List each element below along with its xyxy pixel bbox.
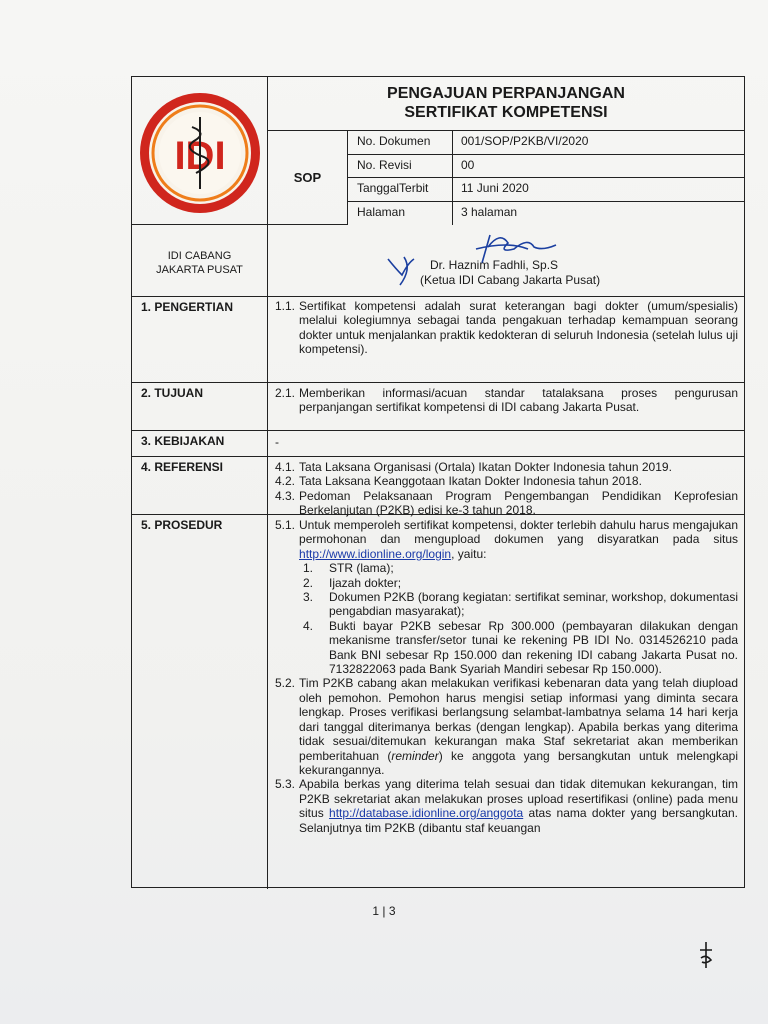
idionline-login-link[interactable]: http://www.idionline.org/login (299, 546, 452, 561)
list-item (303, 561, 738, 575)
section-label: 3. KEBIJAKAN (132, 431, 268, 456)
logo-cell (132, 77, 268, 225)
sop-table (131, 76, 745, 888)
paragraph (275, 299, 738, 357)
section-label: 4. REFERENSI (132, 457, 268, 514)
meta-key: TanggalTerbit (348, 178, 453, 201)
org-line-2: JAKARTA PUSAT (156, 264, 243, 276)
idi-logo (132, 77, 268, 225)
section-prosedur (132, 515, 744, 889)
paragraph (275, 777, 738, 835)
paragraph-part: , yaitu: (451, 546, 487, 561)
section-body: - (275, 435, 279, 449)
paragraph (275, 386, 738, 415)
sop-label: SOP (268, 131, 348, 225)
section-label: 1. PENGERTIAN (132, 297, 268, 382)
paragraph-part: Tim P2KB cabang akan melakukan verifikasi kebenaran data yang telah diupload oleh pemohon. Pemohon harus mengisi setiap informasi yang diminta secara lengkap. Proses verifikasi berlangsung selambat-lambatnya selama 14 hari kerja dari tanggal diterimanya berkas (dengan lengkap). Apabila berkas yang diterima tidak sesuai/ditemukan kekurangan maka Staf sekretariat akan memberikan pemberitahuan ( (299, 676, 738, 763)
section-body (268, 383, 744, 430)
list-text: Bukti bayar P2KB sebesar Rp 300.000 (pembayaran dilakukan dengan mekanisme transfer/setor tunai ke rekening PB IDI No. 0314526210 pada Bank BNI sebesar Rp 150.000 dan rekening IDI cabang Jakarta Pusat no. 7132822063 pada Bank Syariah Mandiri sebesar Rp 150.000). (329, 618, 738, 677)
list-number: 2. (303, 575, 314, 590)
reference-text: Tata Laksana Organisasi (Ortala) Ikatan Dokter Indonesia tahun 2019. (299, 460, 672, 474)
list-item (303, 576, 738, 590)
logo-text: IDI (174, 134, 226, 178)
title-line-1: PENGAJUAN PERPANJANGAN (387, 85, 625, 102)
paragraph (275, 676, 738, 777)
section-kebijakan (132, 431, 744, 457)
reference-item (275, 489, 738, 518)
section-pengertian (132, 297, 744, 383)
reference-item (275, 474, 738, 488)
signer-role: (Ketua IDI Cabang Jakarta Pusat) (420, 273, 601, 287)
meta-value: 11 Juni 2020 (461, 181, 529, 195)
database-anggota-link[interactable]: http://database.idionline.org/anggota (329, 806, 524, 821)
section-body (268, 515, 744, 889)
reference-number: 4.2. (275, 474, 296, 489)
list-number: 3. (303, 590, 314, 605)
list-number: 1. (303, 561, 314, 576)
title-line-2: SERTIFIKAT KOMPETENSI (404, 104, 608, 121)
document-meta (348, 131, 744, 225)
paragraph-text (299, 676, 738, 777)
paragraph-number: 1.1. (275, 299, 296, 313)
section-label: 2. TUJUAN (132, 383, 268, 430)
list-text: Dokumen P2KB (borang kegiatan: sertifikat seminar, workshop, dokumentasi pengabdian masyarakat); (329, 590, 738, 619)
reference-number: 4.1. (275, 460, 296, 474)
paragraph-text: Memberikan informasi/acuan standar tatalaksana proses pengurusan perpanjangan sertifikat kompetensi di IDI cabang Jakarta Pusat. (299, 386, 738, 415)
paragraph-text (299, 518, 738, 561)
meta-row (348, 131, 744, 155)
reference-number: 4.3. (275, 488, 296, 503)
org-line-1: IDI CABANG (167, 250, 232, 262)
reference-item (275, 460, 738, 474)
list-item (303, 590, 738, 619)
list-number: 4. (303, 618, 314, 633)
paragraph-number: 5.2. (275, 676, 296, 691)
meta-row (348, 155, 744, 179)
paragraph-part: Untuk memperoleh sertifikat kompetensi, dokter terlebih dahulu harus mengajukan permohonan dan mengupload dokumen yang disyaratkan pada situs (299, 518, 738, 547)
paragraph-text: Sertifikat kompetensi adalah surat keterangan bagi dokter (umum/spesialis) melalui kolegiumnya sebagai tanda pengakuan terhadap kemampuan seorang dokter untuk menjalankan praktik kedokteran di seluruh Indonesia (setelah lulus uji kompetensi). (299, 299, 738, 357)
signer-block (420, 258, 600, 288)
section-body (268, 457, 744, 518)
organization-cell (132, 225, 268, 297)
initial-mark-icon (697, 940, 715, 970)
meta-value: 00 (461, 157, 475, 172)
meta-key: No. Revisi (348, 155, 453, 178)
paragraph-number: 2.1. (275, 386, 296, 400)
list-item (303, 619, 738, 677)
meta-key: No. Dokumen (348, 131, 453, 154)
section-referensi (132, 457, 744, 518)
document-title (268, 77, 744, 131)
meta-key: Halaman (348, 202, 453, 226)
meta-row (348, 202, 744, 226)
meta-value: 3 halaman (461, 204, 518, 219)
meta-row (348, 178, 744, 202)
meta-value: 001/SOP/P2KB/VI/2020 (461, 134, 589, 148)
list-text: Ijazah dokter; (329, 575, 402, 590)
signature-cell (268, 225, 744, 297)
paragraph-number: 5.1. (275, 518, 296, 532)
reference-text: Pedoman Pelaksanaan Program Pengembangan Pendidikan Keprofesian Berkelanjutan (P2KB) edisi ke-3 tahun 2018. (299, 488, 738, 518)
signer-name: Dr. Haznim Fadhli, Sp.S (430, 258, 559, 272)
page-number: 1 | 3 (372, 904, 396, 918)
section-label: 5. PROSEDUR (132, 515, 268, 889)
section-body (268, 297, 744, 382)
paragraph-number: 5.3. (275, 777, 296, 792)
paragraph (275, 518, 738, 561)
paragraph-italic: reminder (391, 748, 439, 763)
paragraph-part: Apabila berkas yang diterima telah sesuai dan tidak ditemukan kekurangan, tim P2KB sekretariat akan melakukan proses upload resertifikasi (online) pada menu situs (299, 777, 738, 821)
list-text: STR (lama); (329, 561, 394, 576)
paragraph-text (299, 777, 738, 835)
section-tujuan (132, 383, 744, 431)
paragraph-part: atas nama dokter yang bersangkutan. Selanjutnya tim P2KB (dibantu staf keuangan (299, 806, 738, 835)
paragraph-part: ) ke anggota yang bersangkutan untuk melengkapi kekurangannya. (299, 748, 738, 777)
reference-text: Tata Laksana Keanggotaan Ikatan Dokter Indonesia tahun 2018. (299, 474, 642, 489)
